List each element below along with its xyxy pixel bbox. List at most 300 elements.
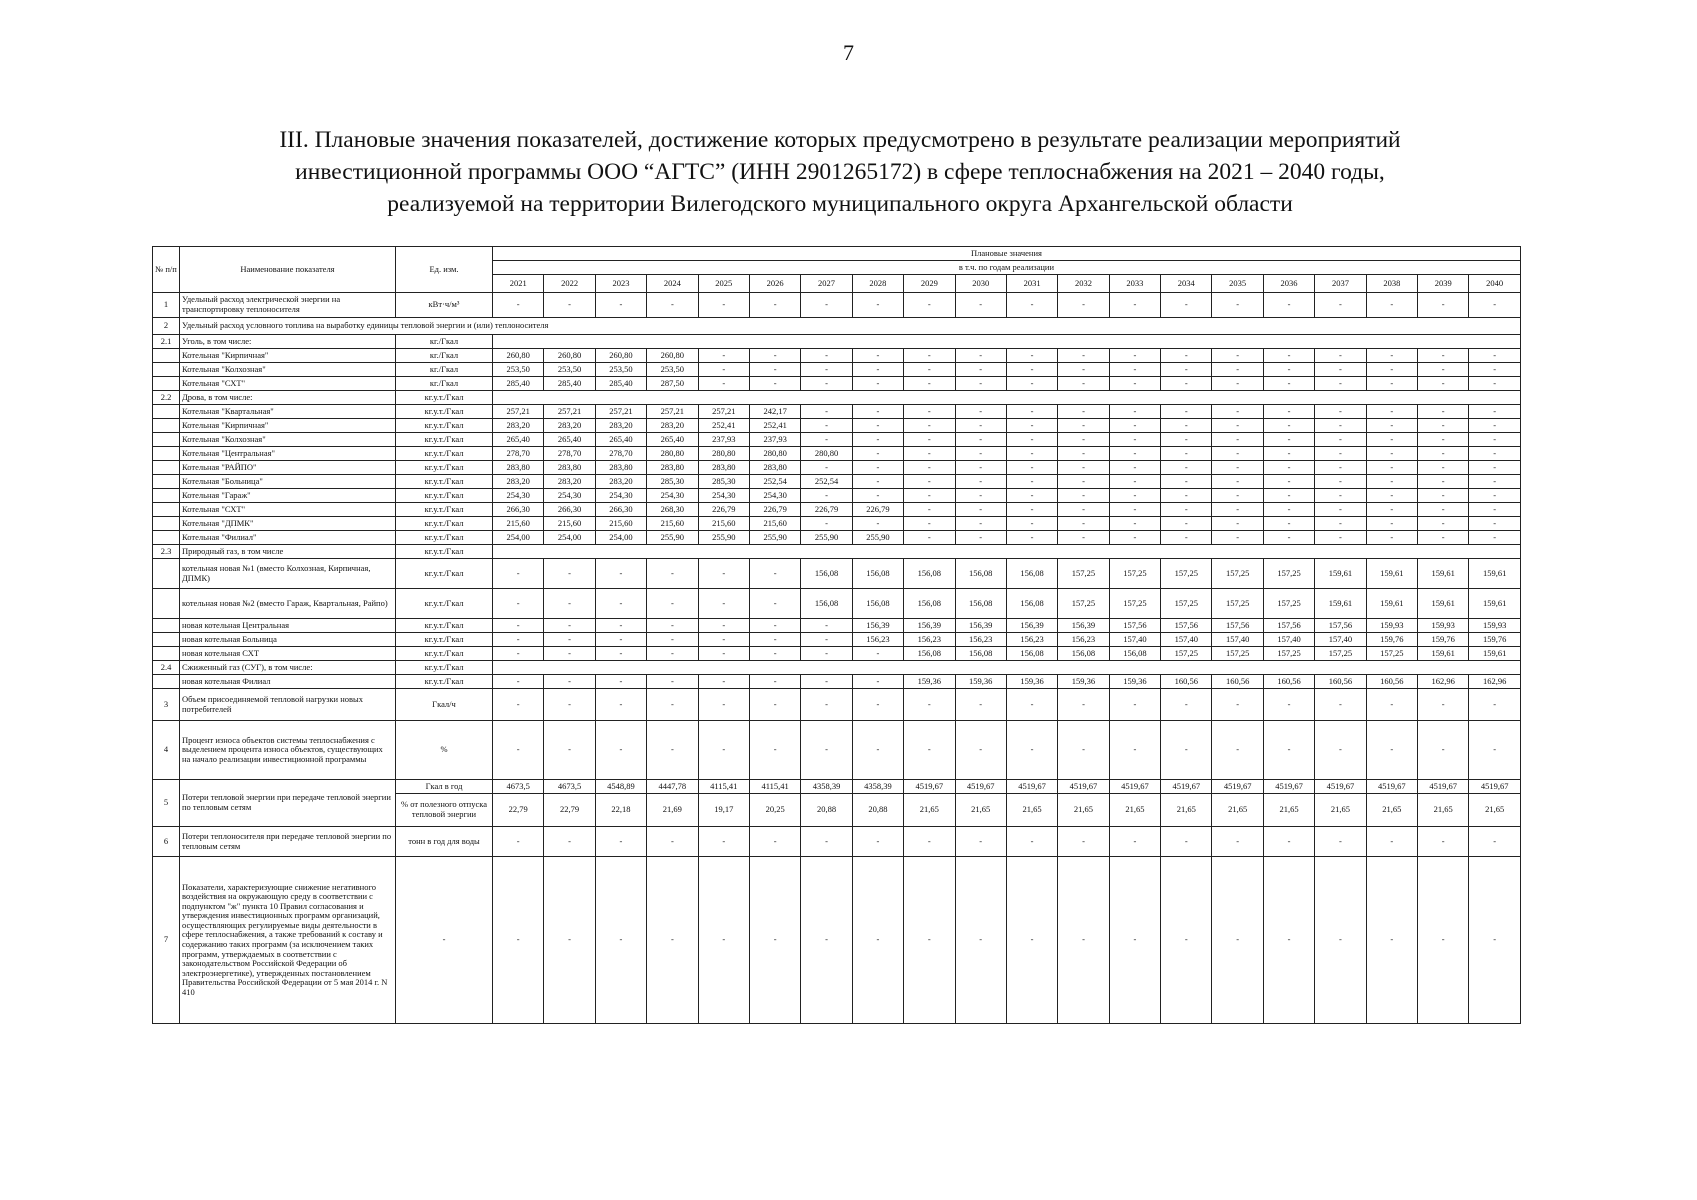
value-cell: 255,90: [801, 531, 852, 545]
value-cell: -: [595, 619, 646, 633]
value-cell: 242,17: [749, 405, 800, 419]
header-year: 2029: [904, 275, 955, 293]
value-cell: -: [1006, 363, 1057, 377]
value-cell: 4115,41: [749, 780, 800, 794]
value-cell: -: [1109, 517, 1160, 531]
value-cell: -: [955, 475, 1006, 489]
value-cell: -: [801, 647, 852, 661]
value-cell: -: [1058, 419, 1109, 433]
value-cell: -: [544, 689, 595, 721]
value-cell: -: [904, 475, 955, 489]
value-cell: 252,54: [749, 475, 800, 489]
value-cell: -: [1263, 503, 1314, 517]
value-cell: -: [801, 349, 852, 363]
value-cell: -: [1263, 489, 1314, 503]
value-cell: 254,30: [749, 489, 800, 503]
row-unit: кг./Гкал: [396, 349, 493, 363]
table-row: [153, 503, 1521, 517]
value-cell: -: [1315, 461, 1366, 475]
value-cell: -: [801, 433, 852, 447]
value-cell: -: [698, 857, 749, 1024]
row-empty-values: [493, 335, 1521, 349]
value-cell: 156,08: [904, 559, 955, 589]
value-cell: -: [1006, 447, 1057, 461]
value-cell: -: [1109, 503, 1160, 517]
value-cell: 283,80: [595, 461, 646, 475]
row-name: котельная новая №1 (вместо Колхозная, Кирпичная, ДПМК): [180, 559, 396, 589]
value-cell: -: [1109, 433, 1160, 447]
value-cell: -: [955, 721, 1006, 780]
value-cell: -: [801, 721, 852, 780]
value-cell: -: [1366, 721, 1417, 780]
value-cell: -: [1161, 721, 1212, 780]
value-cell: 160,56: [1366, 675, 1417, 689]
value-cell: 283,80: [647, 461, 698, 475]
header-by-years: в т.ч. по годам реализации: [493, 261, 1521, 275]
value-cell: -: [493, 827, 544, 857]
value-cell: 4519,67: [1006, 780, 1057, 794]
row-number: [153, 675, 180, 689]
value-cell: -: [1058, 377, 1109, 391]
value-cell: -: [647, 647, 698, 661]
value-cell: -: [1161, 517, 1212, 531]
value-cell: -: [1058, 447, 1109, 461]
value-cell: -: [647, 689, 698, 721]
table-row: [153, 335, 1521, 349]
row-number: 2.2: [153, 391, 180, 405]
value-cell: -: [1006, 293, 1057, 318]
value-cell: -: [1418, 857, 1469, 1024]
value-cell: -: [749, 589, 800, 619]
value-cell: 157,56: [1212, 619, 1263, 633]
value-cell: -: [1109, 721, 1160, 780]
value-cell: -: [544, 559, 595, 589]
value-cell: 215,60: [595, 517, 646, 531]
value-cell: -: [493, 559, 544, 589]
value-cell: -: [1315, 349, 1366, 363]
value-cell: 257,21: [595, 405, 646, 419]
row-number: [153, 633, 180, 647]
value-cell: 4519,67: [1418, 780, 1469, 794]
value-cell: -: [1058, 489, 1109, 503]
table-row: [153, 545, 1521, 559]
value-cell: -: [1469, 517, 1520, 531]
value-cell: -: [852, 293, 903, 318]
value-cell: -: [749, 633, 800, 647]
value-cell: -: [1006, 857, 1057, 1024]
value-cell: -: [904, 531, 955, 545]
header-year: 2038: [1366, 275, 1417, 293]
table-row: [153, 857, 1521, 1024]
value-cell: -: [1161, 293, 1212, 318]
value-cell: -: [904, 857, 955, 1024]
table-row: [153, 589, 1521, 619]
value-cell: -: [1315, 689, 1366, 721]
value-cell: 157,25: [1161, 647, 1212, 661]
value-cell: -: [801, 689, 852, 721]
value-cell: -: [1315, 489, 1366, 503]
value-cell: 237,93: [749, 433, 800, 447]
value-cell: 160,56: [1315, 675, 1366, 689]
value-cell: 157,40: [1212, 633, 1263, 647]
value-cell: -: [1315, 433, 1366, 447]
value-cell: -: [1418, 503, 1469, 517]
value-cell: -: [1418, 447, 1469, 461]
value-cell: -: [1469, 447, 1520, 461]
value-cell: 157,25: [1161, 589, 1212, 619]
value-cell: -: [1109, 689, 1160, 721]
value-cell: -: [1366, 517, 1417, 531]
value-cell: 283,80: [493, 461, 544, 475]
row-unit: кг.у.т./Гкал: [396, 433, 493, 447]
table-header-row: [153, 247, 1521, 261]
value-cell: -: [1212, 531, 1263, 545]
table-row: [153, 419, 1521, 433]
table-row: [153, 377, 1521, 391]
value-cell: -: [1109, 531, 1160, 545]
value-cell: -: [749, 647, 800, 661]
value-cell: -: [1366, 503, 1417, 517]
value-cell: -: [852, 721, 903, 780]
value-cell: -: [1006, 461, 1057, 475]
value-cell: 254,00: [595, 531, 646, 545]
value-cell: 159,61: [1469, 647, 1520, 661]
value-cell: -: [493, 689, 544, 721]
value-cell: 283,80: [749, 461, 800, 475]
row-name: Природный газ, в том числе: [180, 545, 396, 559]
row-name: Потери теплоносителя при передаче тепловой энергии по тепловым сетям: [180, 827, 396, 857]
table-row: [153, 318, 1521, 335]
value-cell: -: [1263, 475, 1314, 489]
value-cell: -: [1469, 857, 1520, 1024]
value-cell: 254,30: [493, 489, 544, 503]
value-cell: 21,65: [1058, 794, 1109, 827]
value-cell: -: [1212, 489, 1263, 503]
value-cell: -: [852, 461, 903, 475]
value-cell: -: [595, 721, 646, 780]
row-number: [153, 349, 180, 363]
value-cell: 157,56: [1161, 619, 1212, 633]
table-row: [153, 405, 1521, 419]
row-number: [153, 405, 180, 419]
value-cell: -: [1418, 531, 1469, 545]
row-name: Котельная "Колхозная": [180, 363, 396, 377]
value-cell: 254,30: [647, 489, 698, 503]
value-cell: -: [595, 689, 646, 721]
table-row: [153, 489, 1521, 503]
value-cell: -: [493, 647, 544, 661]
value-cell: 156,08: [955, 589, 1006, 619]
indicators-table: [152, 246, 1521, 1024]
value-cell: -: [1263, 447, 1314, 461]
table-row: [153, 675, 1521, 689]
header-num: № п/п: [153, 247, 180, 293]
value-cell: 159,61: [1469, 589, 1520, 619]
value-cell: 159,61: [1366, 559, 1417, 589]
value-cell: 157,56: [1109, 619, 1160, 633]
header-year: 2025: [698, 275, 749, 293]
value-cell: 283,20: [544, 419, 595, 433]
value-cell: -: [1006, 689, 1057, 721]
value-cell: 4519,67: [1161, 780, 1212, 794]
value-cell: 285,30: [647, 475, 698, 489]
title-line: III. Плановые значения показателей, достижение которых предусмотрено в результате реализации мероприятий: [279, 127, 1401, 153]
value-cell: -: [1315, 827, 1366, 857]
value-cell: 257,21: [647, 405, 698, 419]
header-year: 2037: [1315, 275, 1366, 293]
value-cell: -: [544, 675, 595, 689]
value-cell: -: [1263, 721, 1314, 780]
value-cell: -: [955, 689, 1006, 721]
row-unit: кг.у.т./Гкал: [396, 489, 493, 503]
table-row: [153, 661, 1521, 675]
row-number: [153, 517, 180, 531]
value-cell: -: [852, 405, 903, 419]
table-row: [153, 827, 1521, 857]
value-cell: -: [647, 721, 698, 780]
table-row: [153, 689, 1521, 721]
value-cell: -: [955, 433, 1006, 447]
row-number: [153, 419, 180, 433]
value-cell: 156,08: [955, 647, 1006, 661]
value-cell: 21,65: [1212, 794, 1263, 827]
value-cell: 215,60: [749, 517, 800, 531]
table-row: [153, 647, 1521, 661]
value-cell: 156,08: [904, 589, 955, 619]
value-cell: 156,39: [955, 619, 1006, 633]
value-cell: -: [493, 721, 544, 780]
row-empty-values: [493, 661, 1521, 675]
value-cell: 4358,39: [852, 780, 903, 794]
value-cell: -: [1006, 503, 1057, 517]
value-cell: 283,80: [544, 461, 595, 475]
row-unit: кг./Гкал: [396, 363, 493, 377]
value-cell: 157,56: [1263, 619, 1314, 633]
value-cell: -: [595, 675, 646, 689]
value-cell: -: [904, 447, 955, 461]
value-cell: -: [852, 475, 903, 489]
value-cell: -: [904, 349, 955, 363]
row-name: Объем присоединяемой тепловой нагрузки новых потребителей: [180, 689, 396, 721]
row-name: Процент износа объектов системы теплоснабжения с выделением процента износа объектов, существующих на начало реализации инвестиционной программы: [180, 721, 396, 780]
value-cell: -: [801, 363, 852, 377]
value-cell: 157,40: [1161, 633, 1212, 647]
value-cell: 157,40: [1109, 633, 1160, 647]
value-cell: 215,60: [493, 517, 544, 531]
value-cell: -: [1418, 293, 1469, 318]
value-cell: 157,25: [1058, 559, 1109, 589]
value-cell: -: [1212, 349, 1263, 363]
value-cell: -: [749, 827, 800, 857]
value-cell: -: [1418, 363, 1469, 377]
row-name: Котельная "Гараж": [180, 489, 396, 503]
value-cell: 156,39: [904, 619, 955, 633]
value-cell: -: [698, 349, 749, 363]
value-cell: 260,80: [647, 349, 698, 363]
value-cell: 157,25: [1212, 647, 1263, 661]
value-cell: -: [801, 517, 852, 531]
value-cell: -: [1161, 689, 1212, 721]
value-cell: 4519,67: [1109, 780, 1160, 794]
value-cell: -: [749, 363, 800, 377]
value-cell: -: [1366, 489, 1417, 503]
value-cell: -: [544, 633, 595, 647]
value-cell: -: [1006, 517, 1057, 531]
row-name: Котельная "Больница": [180, 475, 396, 489]
value-cell: 21,69: [647, 794, 698, 827]
value-cell: 4548,89: [595, 780, 646, 794]
value-cell: -: [904, 377, 955, 391]
title-line: инвестиционной программы ООО “АГТС” (ИНН 2901265172) в сфере теплоснабжения на 2021 – 2040 годы,: [295, 159, 1385, 185]
value-cell: -: [1161, 363, 1212, 377]
value-cell: 157,25: [1263, 589, 1314, 619]
value-cell: -: [1109, 447, 1160, 461]
row-unit: % от полезного отпуска тепловой энергии: [396, 794, 493, 827]
value-cell: 162,96: [1469, 675, 1520, 689]
value-cell: -: [1109, 827, 1160, 857]
value-cell: 159,61: [1418, 589, 1469, 619]
header-year: 2036: [1263, 275, 1314, 293]
value-cell: -: [544, 827, 595, 857]
value-cell: -: [1212, 721, 1263, 780]
value-cell: 4519,67: [1263, 780, 1314, 794]
value-cell: -: [493, 293, 544, 318]
value-cell: -: [1469, 433, 1520, 447]
row-number: [153, 619, 180, 633]
value-cell: -: [1058, 349, 1109, 363]
value-cell: -: [1469, 689, 1520, 721]
row-name: котельная новая №2 (вместо Гараж, Квартальная, Райпо): [180, 589, 396, 619]
table-row: [153, 475, 1521, 489]
value-cell: -: [1109, 363, 1160, 377]
value-cell: -: [955, 489, 1006, 503]
value-cell: -: [1212, 857, 1263, 1024]
value-cell: -: [1469, 405, 1520, 419]
header-year: 2030: [955, 275, 1006, 293]
value-cell: 278,70: [544, 447, 595, 461]
row-unit: кг.у.т./Гкал: [396, 675, 493, 689]
row-number: [153, 377, 180, 391]
value-cell: 257,21: [544, 405, 595, 419]
value-cell: -: [1366, 377, 1417, 391]
value-cell: 255,90: [749, 531, 800, 545]
row-unit: кг.у.т./Гкал: [396, 619, 493, 633]
row-empty-values: [493, 545, 1521, 559]
value-cell: 257,21: [698, 405, 749, 419]
row-name: Котельная "Кирпичная": [180, 349, 396, 363]
value-cell: -: [1212, 405, 1263, 419]
row-number: 5: [153, 780, 180, 827]
value-cell: -: [1212, 447, 1263, 461]
value-cell: -: [1006, 721, 1057, 780]
value-cell: 156,08: [1058, 647, 1109, 661]
value-cell: -: [1161, 405, 1212, 419]
value-cell: -: [1366, 857, 1417, 1024]
row-number: [153, 647, 180, 661]
value-cell: 283,20: [647, 419, 698, 433]
value-cell: 22,18: [595, 794, 646, 827]
value-cell: -: [1263, 461, 1314, 475]
value-cell: 215,60: [698, 517, 749, 531]
value-cell: -: [955, 293, 1006, 318]
value-cell: -: [1006, 475, 1057, 489]
row-unit: кг.у.т./Гкал: [396, 633, 493, 647]
value-cell: -: [1263, 857, 1314, 1024]
value-cell: -: [904, 363, 955, 377]
row-number: 2: [153, 318, 180, 335]
value-cell: -: [1109, 461, 1160, 475]
value-cell: -: [852, 419, 903, 433]
value-cell: -: [595, 857, 646, 1024]
value-cell: -: [493, 589, 544, 619]
value-cell: -: [1418, 433, 1469, 447]
value-cell: -: [1161, 531, 1212, 545]
row-number: 2.4: [153, 661, 180, 675]
value-cell: -: [955, 405, 1006, 419]
value-cell: -: [852, 433, 903, 447]
value-cell: -: [1469, 489, 1520, 503]
value-cell: -: [1469, 475, 1520, 489]
value-cell: -: [647, 633, 698, 647]
value-cell: 21,65: [904, 794, 955, 827]
value-cell: 266,30: [493, 503, 544, 517]
value-cell: 260,80: [595, 349, 646, 363]
value-cell: -: [749, 721, 800, 780]
value-cell: -: [852, 689, 903, 721]
value-cell: 4673,5: [544, 780, 595, 794]
value-cell: 278,70: [595, 447, 646, 461]
value-cell: 22,79: [544, 794, 595, 827]
value-cell: -: [1212, 433, 1263, 447]
header-year: 2032: [1058, 275, 1109, 293]
value-cell: 157,25: [1263, 559, 1314, 589]
row-name: Котельная "Кирпичная": [180, 419, 396, 433]
header-year: 2023: [595, 275, 646, 293]
row-name: Показатели, характеризующие снижение негативного воздействия на окружающую среду в соответствии с подпунктом "ж" пункта 10 Правил согласования и утверждения инвестиционных программ организаций, осуществляющих регулируемые виды деятельности в сфере теплоснабжения, а также требований к составу и содержанию таких программ (за исключением таких программ, утверждаемых в соответствии с законодательством Российской Федерации об электроэнергетике), утвержденных постановлением Правительства Российской Федерации от 5 мая 2014 г. N 410: [180, 857, 396, 1024]
value-cell: 157,25: [1212, 559, 1263, 589]
value-cell: -: [595, 589, 646, 619]
row-unit: кг.у.т./Гкал: [396, 419, 493, 433]
page-title: [150, 124, 1530, 220]
value-cell: -: [1263, 827, 1314, 857]
value-cell: 285,30: [698, 475, 749, 489]
value-cell: -: [1109, 419, 1160, 433]
value-cell: -: [749, 619, 800, 633]
row-number: 6: [153, 827, 180, 857]
value-cell: -: [544, 647, 595, 661]
value-cell: 21,65: [1263, 794, 1314, 827]
value-cell: 156,23: [904, 633, 955, 647]
value-cell: -: [1418, 689, 1469, 721]
value-cell: 157,25: [1315, 647, 1366, 661]
value-cell: 157,25: [1109, 559, 1160, 589]
value-cell: -: [1006, 419, 1057, 433]
row-number: 2.3: [153, 545, 180, 559]
value-cell: 285,40: [493, 377, 544, 391]
value-cell: 4519,67: [904, 780, 955, 794]
row-name: Потери тепловой энергии при передаче тепловой энергии по тепловым сетям: [180, 780, 396, 827]
value-cell: -: [1469, 531, 1520, 545]
value-cell: -: [1006, 349, 1057, 363]
value-cell: 21,65: [1469, 794, 1520, 827]
row-unit: Гкал в год: [396, 780, 493, 794]
value-cell: -: [595, 293, 646, 318]
value-cell: 156,08: [955, 559, 1006, 589]
value-cell: 159,76: [1366, 633, 1417, 647]
value-cell: -: [1315, 293, 1366, 318]
row-number: [153, 433, 180, 447]
table-row: [153, 391, 1521, 405]
